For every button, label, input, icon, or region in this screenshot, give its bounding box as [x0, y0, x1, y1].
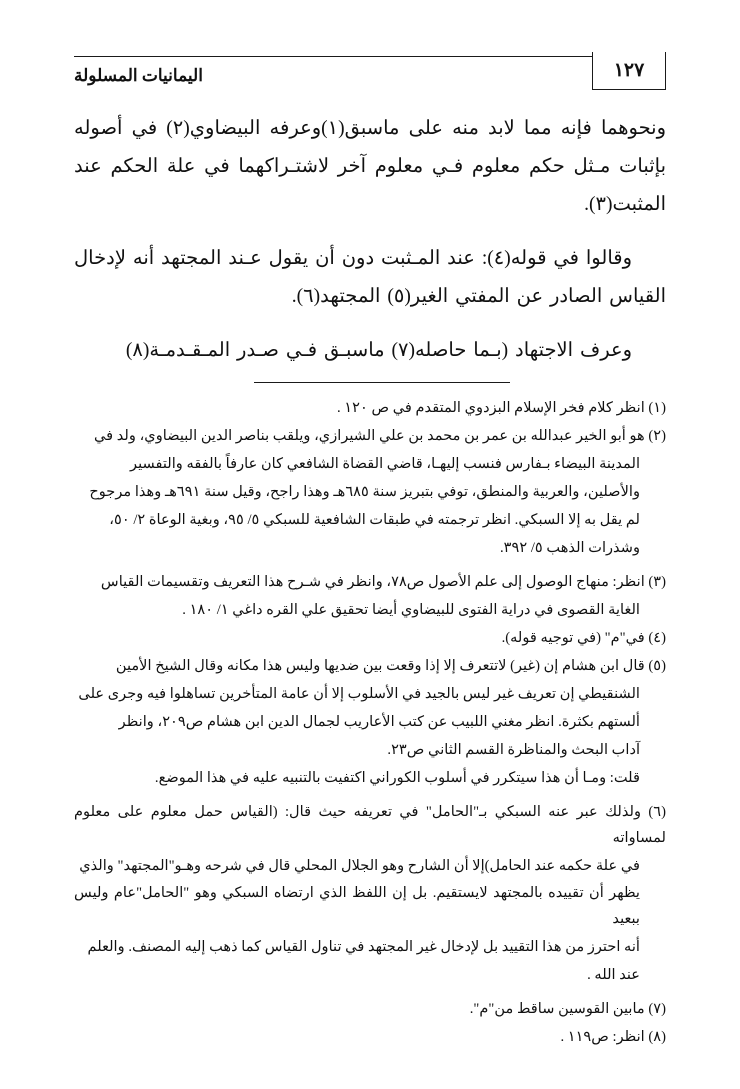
footnote-marker: (٣)	[648, 573, 666, 590]
footnote-line: في علة حكمه عند الحامل)إلا أن الشارح وهو الجلال المحلي قال في شرحه وهـو"المجتهد" والذي	[79, 857, 640, 874]
footnote-line: عند الله .	[587, 967, 640, 984]
footnote-line: الشنقيطي إن تعريف غير ليس بالجيد في الأسلوب إلا أن عامة المتأخرين تساهلوا فيه وجرى على	[78, 685, 640, 702]
footnote-marker: (٥)	[648, 657, 666, 674]
footnote-marker: (٦)	[648, 803, 666, 820]
footnote-text: في"م" (في توجيه قوله).	[501, 629, 645, 646]
footnote-line: لم يقل به إلا السبكي. انظر ترجمته في طبقات الشافعية للسبكي ٥/ ٩٥، وبغية الوعاة ٢/ ٥٠،	[109, 511, 640, 528]
paragraph: وعرف الاجتهاد (بـما حاصله(٧) ماسبـق فـي صـدر المـقـدمـة(٨)	[125, 340, 632, 362]
footnote-text: انظر: منهاج الوصول إلى علم الأصول ص٧٨، وانظر في شـرح هذا التعريف وتقسيمات القياس	[100, 573, 645, 590]
footnote-marker: (٢)	[648, 427, 666, 444]
footnote-line: ألستهم بكثرة. انظر مغني اللبيب عن كتب الأعاريب لجمال الدين ابن هشام ص٢٠٩، وانظر	[118, 713, 640, 730]
footnote-item	[74, 626, 666, 652]
footnotes-section	[74, 396, 666, 1053]
footnote-item	[74, 800, 666, 852]
footnote-item	[74, 396, 666, 422]
page-number-box	[592, 52, 666, 90]
paragraph: ونحوهما فإنه مما لابد منه على ماسبق(١)وعرفه البيضاوي(٢) في أصوله بإثبات مـثل حكم معلوم فـي معلوم آخر لاشتـراكهما في علة الحكم عند المثبت(٣).	[74, 118, 667, 216]
footnote-text: ولذلك عبر عنه السبكي بـ"الحامل" في تعريفه حيث قال: (القياس حمل معلوم على معلوم لمساواته	[74, 803, 666, 846]
footnote-line: قلت: ومـا أن هذا سيتكرر في أسلوب الكوراني اكتفيت بالتنبيه عليه في هذا الموضع.	[154, 769, 640, 786]
footnote-marker: (٨)	[648, 1029, 666, 1046]
book-title: اليمانيات المسلولة	[74, 66, 203, 85]
footnote-item	[74, 570, 666, 596]
footnote-item	[74, 654, 666, 680]
footnote-line: وشذرات الذهب ٥/ ٣٩٢.	[500, 539, 640, 556]
page-header	[74, 52, 666, 94]
footnote-divider	[254, 382, 510, 383]
main-text	[74, 110, 666, 370]
footnote-text: مابين القوسين ساقط من"م".	[469, 1001, 645, 1018]
footnote-line: أنه احترز من هذا التقييد بل لإدخال غير المجتهد في تناول القياس كما ذهب إليه المصنف. والعلم	[87, 939, 640, 956]
footnote-text: هو أبو الخير عبدالله بن عمر بن محمد بن علي الشيرازي، ويلقب بناصر الدين البيضاوي، ولد في	[93, 427, 645, 444]
footnote-line: المدينة البيضاء بـفارس فنسب إليهـا، قاضي القضاة الشافعي كان عارفاً بالفقه والتفسير	[130, 455, 640, 472]
footnote-marker: (٧)	[648, 1001, 666, 1018]
footnote-line: يظهر أن تقييده بالمجتهد لايستقيم. بل إن اللفظ الذي ارتضاه السبكي وهو "الحامل"عام وليس ببعيد	[74, 885, 640, 928]
footnote-line: والأصلين، والعربية والمنطق، توفي بتبريز سنة ٦٨٥هـ وهذا راجح، وقيل سنة ٦٩١هـ وهذا مرجوح	[89, 483, 640, 500]
paragraph: وقالوا في قوله(٤): عند المـثبت دون أن يقول عـند المجتهد أنه لإدخال القياس الصادر عن المفتي الغير(٥) المجتهد(٦).	[74, 248, 666, 308]
footnote-line: آداب البحث والمناظرة القسم الثاني ص٢٣.	[387, 741, 640, 758]
footnote-line: الغاية القصوى في دراية الفتوى للبيضاوي أيضا تحقيق علي القره داغي ١/ ١٨٠ .	[182, 601, 640, 618]
footnote-marker: (١)	[648, 400, 666, 416]
footnote-text: انظر كلام فخر الإسلام البزدوي المتقدم في ص ١٢٠ .	[336, 400, 645, 416]
footnote-item	[74, 997, 666, 1023]
page-number: ١٢٧	[613, 60, 645, 81]
footnote-text: قال ابن هشام إن (غير) لاتتعرف إلا إذا وقعت بين ضديها وليس هذا مكانه وقال الشيخ الأمين	[115, 657, 645, 674]
footnote-item	[74, 1025, 666, 1051]
footnote-item	[74, 424, 666, 450]
footnote-text: انظر: ص١١٩ .	[560, 1029, 645, 1046]
footnote-marker: (٤)	[648, 629, 666, 646]
